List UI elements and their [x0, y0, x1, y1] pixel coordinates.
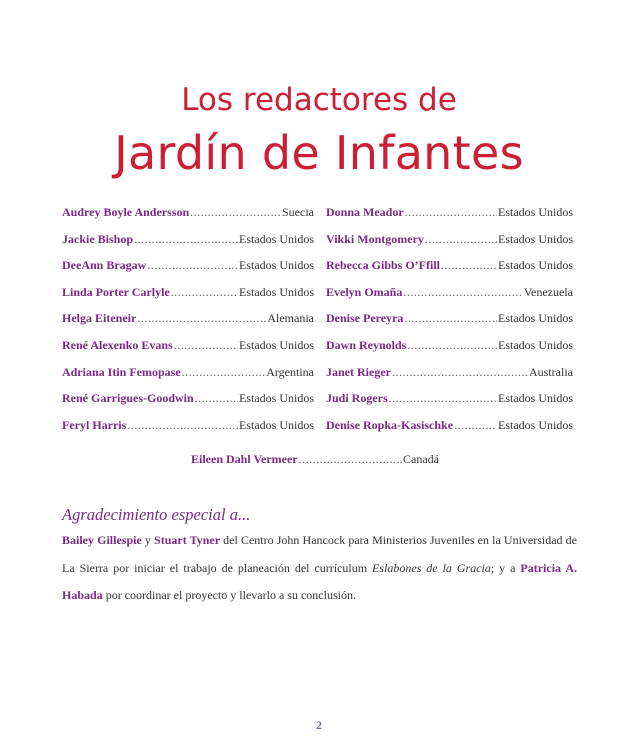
contributor-row [326, 338, 573, 365]
contributor-country: Canadá [403, 452, 439, 466]
contributor-country: Estados Unidos [239, 417, 314, 432]
leader-dots [405, 205, 497, 220]
contributor-name: René Alexenko Evans [62, 337, 173, 352]
contributor-row [326, 258, 573, 285]
acknowledged-name: Stuart Tyner [154, 533, 221, 547]
contributor-country: Estados Unidos [498, 205, 573, 219]
contributor-country: Estados Unidos [239, 258, 314, 273]
contributor-name: Janet Rieger [326, 364, 391, 379]
contributor-name: DeeAnn Bragaw [62, 258, 147, 273]
contributor-row [326, 418, 573, 445]
leader-dots [137, 311, 266, 326]
leader-dots [404, 311, 497, 326]
contributor-country: Estados Unidos [239, 231, 314, 246]
contributor-name: Audrey Boyle Andersson [62, 205, 190, 219]
curriculum-title: Eslabones de la Gracia [372, 560, 491, 575]
contributor-name: Judi Rogers [326, 391, 388, 406]
contributor-country: Estados Unidos [498, 417, 573, 432]
contributor-name: Denise Pereyra [326, 311, 404, 326]
leader-dots [389, 391, 497, 406]
contributor-country: Estados Unidos [498, 311, 573, 326]
contributor-row [62, 258, 314, 285]
leader-dots [403, 285, 522, 300]
ack-text-segment: del Centro John Hancock para Ministerios Juveniles en la Universidad de La Sierra por iniciar el trabajo de planeación del currículum [62, 533, 578, 575]
contributor-name: Linda Porter Carlyle [62, 284, 170, 299]
contributor-name: René Garrigues-Goodwin [62, 391, 194, 406]
contributors-left-column [62, 205, 314, 444]
contributor-name: Donna Meador [326, 205, 404, 219]
acknowledged-name: Bailey Gillespie [62, 533, 142, 547]
contributor-row [326, 285, 573, 312]
contributor-row [62, 391, 314, 418]
leader-dots [392, 365, 528, 380]
contributor-name: Denise Ropka-Kasischke [326, 417, 454, 432]
leader-dots [195, 391, 238, 406]
contributor-country: Estados Unidos [239, 337, 314, 352]
contributor-name: Dawn Reynolds [326, 337, 407, 352]
contributor-name: Feryl Harris [62, 417, 127, 432]
contributor-row-centered [191, 452, 439, 467]
leader-dots [407, 338, 497, 353]
contributor-country: Estados Unidos [239, 284, 314, 299]
page-number: 2 [316, 718, 322, 732]
ack-text-segment: por coordinar el proyecto y llevarlo a su conclusión. [102, 588, 356, 602]
contributor-row [62, 232, 314, 259]
contributor-row [62, 365, 314, 392]
leader-dots [299, 452, 402, 467]
acknowledgement-heading: Agradecimiento especial a... [62, 505, 251, 524]
contributor-row [326, 232, 573, 259]
contributor-row [62, 205, 314, 232]
leader-dots [454, 418, 497, 433]
contributor-country: Estados Unidos [498, 231, 573, 246]
contributor-row [326, 391, 573, 418]
contributor-name: Rebecca Gibbs O’Ffill [326, 258, 440, 273]
leader-dots [425, 232, 497, 247]
acknowledgement-paragraph [62, 527, 577, 610]
contributor-row [62, 285, 314, 312]
leader-dots [190, 205, 281, 220]
leader-dots [174, 338, 238, 353]
contributor-country: Venezuela [523, 284, 573, 299]
contributor-country: Argentina [266, 364, 314, 379]
leader-dots [441, 258, 497, 273]
contributor-name: Helga Eiteneir [62, 311, 137, 326]
contributor-row [326, 205, 573, 232]
leader-dots [171, 285, 238, 300]
contributor-name: Vikki Montgomery [326, 231, 424, 246]
contributor-name: Eileen Dahl Vermeer [191, 452, 298, 466]
contributor-country: Estados Unidos [498, 258, 573, 273]
leader-dots [182, 365, 266, 380]
contributor-country: Suecia [282, 205, 314, 219]
contributor-name: Adriana Itin Femopase [62, 364, 181, 379]
contributor-country: Alemania [267, 311, 314, 326]
contributor-name: Evelyn Omaña [326, 284, 403, 299]
contributor-row [62, 311, 314, 338]
contributor-row [62, 418, 314, 445]
acknowledged-name: Patricia A. Habada [62, 560, 577, 602]
contributors-right-column [326, 205, 573, 444]
contributor-country: Australia [529, 364, 573, 379]
contributor-country: Estados Unidos [239, 391, 314, 406]
contributor-row [326, 311, 573, 338]
ack-text-segment: ; y a [490, 560, 521, 575]
contributor-row [62, 338, 314, 365]
contributor-country: Estados Unidos [498, 337, 573, 352]
leader-dots [147, 258, 238, 273]
title-line-1: Los redactores de [181, 82, 457, 118]
contributor-country: Estados Unidos [498, 391, 573, 406]
title-line-2: Jardín de Infantes [114, 126, 524, 180]
leader-dots [127, 418, 238, 433]
contributor-name: Jackie Bishop [62, 231, 134, 246]
contributor-row [326, 365, 573, 392]
ack-text-segment: y [141, 533, 155, 547]
leader-dots [134, 232, 238, 247]
